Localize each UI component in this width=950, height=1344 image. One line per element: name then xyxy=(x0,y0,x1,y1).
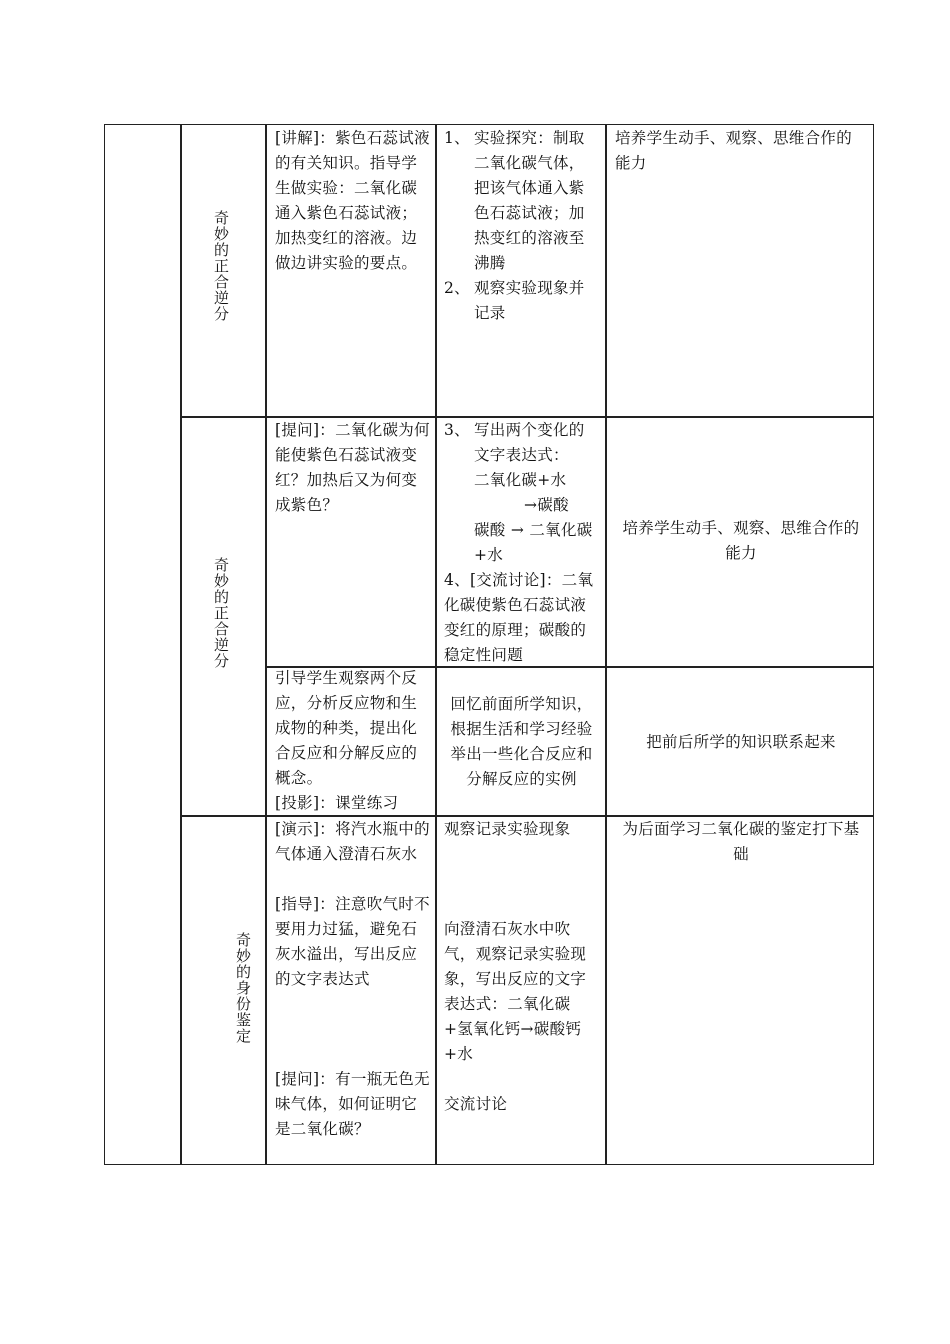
student-activity xyxy=(444,126,599,326)
teacher-activity xyxy=(275,666,430,816)
topic-label: 奇妙的身份鉴定 xyxy=(234,932,252,1044)
student-observe: 观察记录实验现象 xyxy=(444,820,571,838)
student-discussion: 交流讨论 xyxy=(444,1095,508,1113)
table-divider xyxy=(180,124,182,1165)
table-divider xyxy=(265,124,267,1165)
step-item: 1、 实验探究：制取二氧化碳气体，把该气体通入紫色石蕊试液；加热变红的溶液至沸腾 xyxy=(444,129,585,272)
design-purpose: 把前后所学的知识联系起来 xyxy=(646,733,836,751)
step-item: 3、 写出两个变化的文字表达式： xyxy=(444,421,585,464)
step-item: 4、[交流讨论]：二氧化碳使紫色石蕊试液变红的原理；碳酸的稳定性问题 xyxy=(444,571,594,664)
teacher-activity: [提问]：二氧化碳为何能使紫色石蕊试液变红？加热后又为何变成紫色？ xyxy=(275,421,430,514)
design-purpose: 培养学生动手、观察、思维合作的能力 xyxy=(615,129,853,172)
student-activity xyxy=(444,817,599,1117)
step-item: 2、 观察实验现象并记录 xyxy=(444,279,585,322)
design-purpose: 培养学生动手、观察、思维合作的能力 xyxy=(622,519,860,562)
teacher-activity xyxy=(275,817,430,1142)
student-experiment: 向澄清石灰水中吹气，观察记录实验现象，写出反应的文字表达式：二氧化碳+氢氧化钙→碳酸钙+水 xyxy=(444,920,587,1063)
equation-text: →碳酸 xyxy=(524,496,569,514)
design-purpose: 为后面学习二氧化碳的鉴定打下基础 xyxy=(622,820,860,863)
teacher-projection: [投影]：课堂练习 xyxy=(275,794,399,812)
teacher-demo: [演示]：将汽水瓶中的气体通入澄清石灰水 xyxy=(275,820,430,863)
student-activity: 回忆前面所学知识，根据生活和学习经验举出一些化合反应和分解反应的实例 xyxy=(450,695,593,788)
teacher-question: [提问]：有一瓶无色无味气体，如何证明它是二氧化碳？ xyxy=(275,1070,430,1138)
topic-label: 奇妙的正合逆分 xyxy=(212,557,230,669)
topic-label: 奇妙的正合逆分 xyxy=(212,210,230,322)
equation-text: 二氧化碳+水 xyxy=(474,471,567,489)
table-divider xyxy=(605,124,607,1165)
teacher-guide: [指导]：注意吹气时不要用力过猛，避免石灰水溢出，写出反应的文字表达式 xyxy=(275,895,430,988)
student-activity xyxy=(444,418,599,668)
teacher-guidance: 引导学生观察两个反应，分析反应物和生成物的种类，提出化合反应和分解反应的概念。 xyxy=(275,669,418,787)
table-divider xyxy=(435,124,437,1165)
equation-text: 碳酸 → 二氧化碳+水 xyxy=(474,521,593,564)
teacher-activity: [讲解]：紫色石蕊试液的有关知识。指导学生做实验：二氧化碳通入紫色石蕊试液；加热变红的溶液。边做边讲实验的要点。 xyxy=(275,129,430,272)
